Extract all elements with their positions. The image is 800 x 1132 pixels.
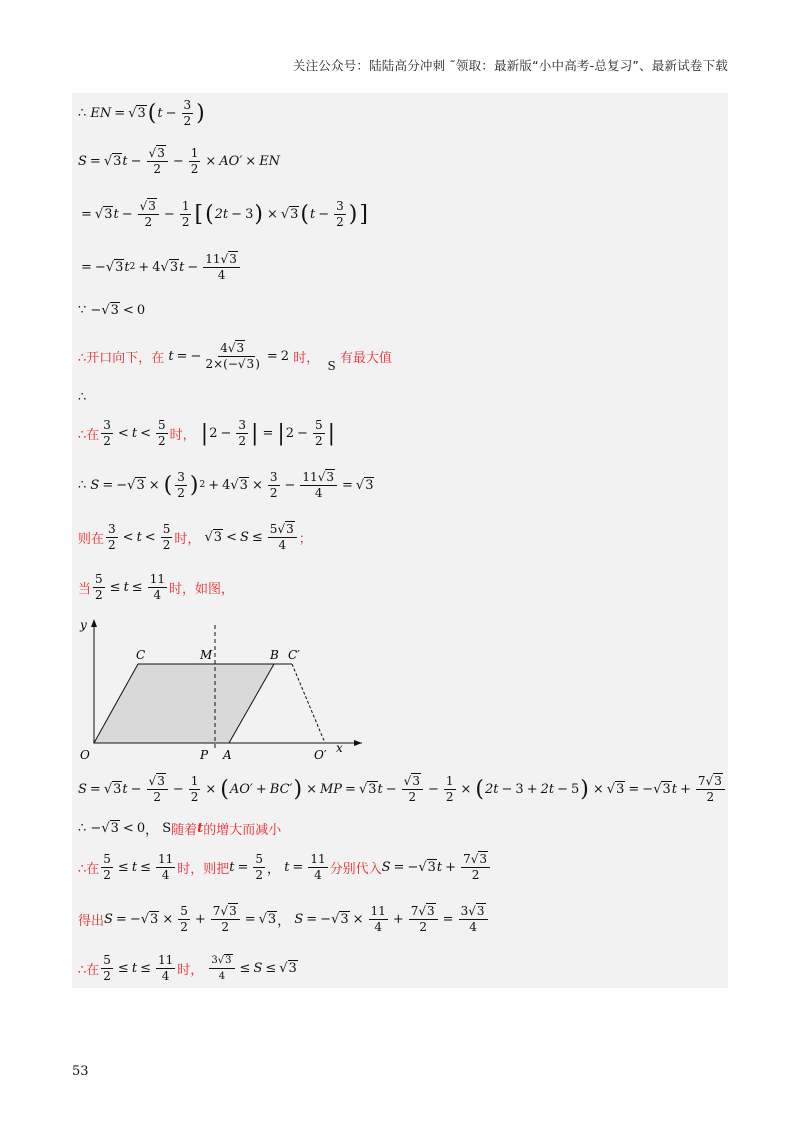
eq-decreasing: ∴ − √3 < 0 ， S 随着 t 的增大而减小: [78, 820, 282, 838]
eq-range-2: ∴在 $\frac{5}{2}$ ≤ t ≤ $\frac{11}{4}$ 时， $\frac{3√3}{4}$ ≤ S ≤ √3: [78, 952, 297, 983]
eq-en: ∴ EN = √3 ( t − $\frac{3}{2}$ ): [78, 97, 205, 128]
eq-s-value: ∴ S = − √3 × ( $\frac{3}{2}$ ) 2 + 4 √3 × $\frac{3}{2}$ − $\frac{11√3}{4}$ = √3: [78, 469, 374, 500]
eq-s-expand: = √3 t − $\frac{√3}{2}$ − $\frac{1}{2}$ [ ( 2t − 3 ) × √3 ( t − $\frac{3}{2}$ ) ]: [81, 198, 368, 229]
eq-s-quadratic: = − √3 t 2 + 4 √3 t − $\frac{11√3}{4}$: [78, 247, 242, 287]
label-c-prime: C′: [288, 648, 300, 662]
label-a: A: [223, 748, 232, 760]
solution-panel: [72, 93, 728, 988]
page-number: 53: [72, 1064, 89, 1079]
eq-vertex: ∴开口向下，在 t = − $\frac{4√3}{2\times(-√3)}$ = 2 时， S 有最大值: [78, 340, 392, 373]
label-x: x: [336, 741, 343, 755]
segment-c-prime-o-prime: [292, 664, 325, 743]
label-y: y: [80, 618, 87, 632]
parallelogram-ocba: [94, 664, 274, 743]
eq-s-trapezoid: S = √3 t − $\frac{√3}{2}$ − $\frac{1}{2}$ × ( AO′ + BC′ ) × MP = √3 t − $\frac{√3}{2}$ − $\frac{1}{2}$ × ( 2t − 3 + 2t − 5 ) × √3 = − √3 t + $\frac{7√3}{2}$: [78, 769, 727, 809]
label-c: C: [136, 648, 146, 662]
page-header: 关注公众号：陆陆高分冲刺 ˜领取：最新版“小中高考-总复习”、最新试卷下载: [292, 58, 728, 73]
label-m: M: [200, 648, 213, 662]
label-o: O: [80, 748, 90, 760]
eq-substitute: ∴在 $\frac{5}{2}$ ≤ t ≤ $\frac{11}{4}$ 时，则把 t = $\frac{5}{2}$ ， t = $\frac{11}{4}$ 分别代入 S = − √3 t + $\frac{7√3}{2}$: [78, 847, 492, 887]
eq-case-2: 当 $\frac{5}{2}$ ≤ t ≤ $\frac{11}{4}$ 时，如图，: [78, 571, 234, 602]
eq-range-1: 则在 $\frac{3}{2}$ < t < $\frac{5}{2}$ 时， √3 < S ≤ $\frac{5√3}{4}$ ；: [78, 521, 312, 552]
label-b: B: [270, 648, 279, 662]
eq-abs-compare: ∴在 $\frac{3}{2}$ < t < $\frac{5}{2}$ 时， | 2 − $\frac{3}{2}$ | = | 2 − $\frac{5}{2}$ |: [78, 417, 336, 448]
eq-s-def: S = √3 t − $\frac{√3}{2}$ − $\frac{1}{2}$ × AO′ × EN: [78, 145, 281, 176]
x-axis-arrow: [354, 740, 362, 746]
eq-results: 得出 S = − √3 × $\frac{5}{2}$ + $\frac{7√3}{2}$ = √3 ， S = − √3 × $\frac{11}{4}$ + $\frac{7√3}{2}$ = $\frac{3√3}{4}$: [78, 899, 490, 939]
coordinate-figure: [72, 615, 372, 760]
therefore-mark: ∴: [78, 389, 87, 405]
label-p: P: [200, 748, 209, 760]
label-o-prime: O′: [314, 748, 327, 760]
y-axis-arrow: [91, 619, 97, 627]
eq-neg-root: ∵ − √3 < 0: [78, 302, 146, 318]
